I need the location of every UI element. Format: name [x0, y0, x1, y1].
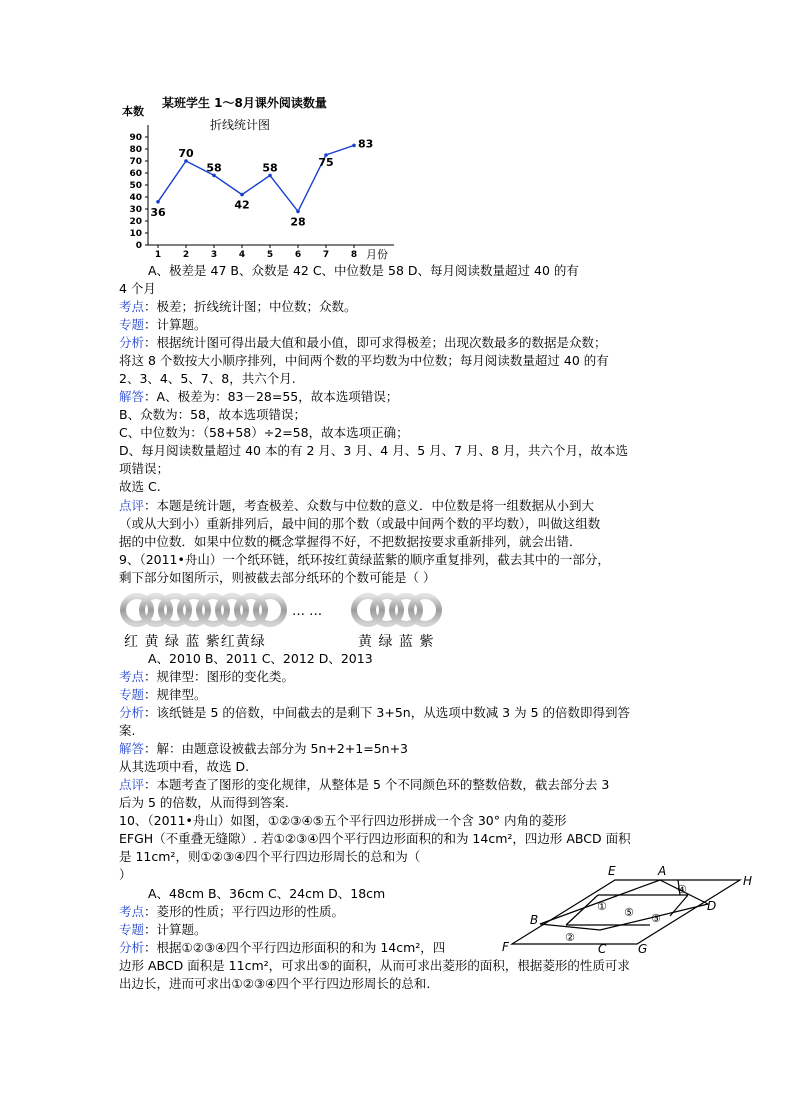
zhuanti-label: 专题 — [119, 687, 145, 702]
chain-ellipsis: … … — [292, 604, 323, 619]
data-label: 75 — [318, 156, 334, 169]
x-tick-label: 1 — [154, 250, 162, 260]
fenxi-label: 分析 — [119, 335, 145, 350]
q8-jieda-4: D、每月阅读数量超过 40 本的有 2 月、3 月、4 月、5 月、7 月、8 月，共六个月，故本选 — [119, 443, 629, 458]
dianping-text: ：本题是统计题，考查极差、众数与中位数的意义．中位数是将一组数据从小到大 — [144, 498, 595, 513]
label-F: F — [502, 940, 509, 954]
left-color-labels: 红 黄 绿 蓝 紫红黄绿 — [124, 634, 266, 648]
left-ring-group — [123, 596, 284, 624]
y-tick-label: 20 — [129, 217, 142, 227]
kaodian-text: ：极差；折线统计图；中位数；众数。 — [144, 299, 357, 314]
zhuanti-text: ：规律型。 — [144, 687, 207, 702]
q8-jieda-5: 项错误； — [119, 461, 170, 476]
label-G: G — [638, 942, 648, 956]
inner-line — [566, 895, 598, 925]
q10-zhuanti — [119, 922, 207, 938]
y-axis-label: 本数 — [122, 105, 144, 118]
chart-title: 某班学生 1～8月课外阅读数量 — [162, 96, 327, 110]
label-E: E — [608, 864, 616, 878]
data-point — [352, 144, 356, 148]
x-tick-label: 7 — [322, 250, 330, 260]
label-n2: ② — [565, 931, 575, 944]
paper-ring-chain — [118, 590, 458, 648]
data-point — [296, 210, 300, 214]
label-D: D — [707, 899, 717, 913]
rhombus-figure — [500, 858, 770, 958]
right-ring-group — [354, 596, 439, 624]
x-tick-label: 4 — [238, 250, 246, 260]
y-tick-label: 10 — [129, 229, 142, 239]
fenxi-text: ：根据统计图可得出最大值和最小值，即可求得极差；出现次数最多的数据是众数； — [144, 335, 607, 350]
y-tick-label: 60 — [129, 169, 142, 179]
data-label: 70 — [178, 147, 194, 160]
x-tick-label: 6 — [294, 250, 302, 260]
label-n3: ③ — [651, 912, 661, 925]
q10-fenxi-2: 边形 ABCD 面积是 11cm²，可求出⑤的面积，从而可求出菱形的面积，根据菱形的性质可求 — [119, 958, 630, 973]
data-label: 28 — [290, 215, 306, 229]
label-H: H — [743, 874, 753, 888]
q10-fenxi-1 — [119, 940, 445, 956]
kaodian-text: ：菱形的性质；平行四边形的性质。 — [144, 904, 345, 919]
data-label: 83 — [358, 137, 374, 151]
q9-stem-2: 剩下部分如图所示，则被截去部分纸环的个数可能是（ ） — [119, 570, 436, 585]
ring — [411, 596, 439, 624]
data-label: 58 — [206, 161, 222, 175]
q8-options: A、极差是 47 B、众数是 42 C、中位数是 58 D、每月阅读数量超过 40 的有 — [148, 263, 579, 278]
jieda-text: ：A、极差为：83－28=55，故本选项错误； — [144, 389, 399, 404]
q8-fenxi-1 — [119, 335, 607, 351]
q9-jieda-2: 从其选项中看，故选 D. — [119, 759, 250, 774]
q9-dianping-1 — [119, 777, 609, 793]
q10-stem-3: 是 11cm²，则①②③④四个平行四边形周长的总和为（ — [119, 849, 421, 864]
reading-line-chart — [110, 92, 400, 262]
data-label: 58 — [262, 161, 278, 175]
q9-options: A、2010 B、2011 C、2012 D、2013 — [148, 651, 373, 666]
q9-fenxi-2: 案. — [119, 723, 136, 738]
zhuanti-label: 专题 — [119, 317, 145, 332]
zhuanti-text: ：计算题。 — [144, 317, 207, 332]
q9-dianping-2: 后为 5 的倍数，从而得到答案. — [119, 795, 289, 810]
q10-kaodian — [119, 904, 344, 920]
data-point — [156, 200, 160, 204]
label-C: C — [598, 942, 607, 956]
q9-kaodian — [119, 669, 294, 685]
x-tick-label: 5 — [266, 250, 274, 260]
q8-jieda-3: C、中位数为：（58+58）÷2=58，故本选项正确； — [119, 425, 409, 440]
y-tick-label: 0 — [135, 241, 142, 251]
y-tick-label: 50 — [129, 181, 142, 191]
chart-subtitle: 折线统计图 — [210, 118, 271, 132]
y-tick-label: 70 — [129, 157, 142, 167]
data-label: 36 — [150, 205, 166, 219]
data-point — [240, 193, 244, 197]
kaodian-label: 考点 — [119, 669, 145, 684]
jieda-text: ：解：由题意设被截去部分为 5n+2+1=5n+3 — [144, 741, 408, 756]
q10-options: A、48cm B、36cm C、24cm D、18cm — [148, 886, 386, 901]
dianping-label: 点评 — [119, 777, 145, 792]
y-tick-label: 90 — [129, 133, 142, 143]
kaodian-label: 考点 — [119, 904, 145, 919]
jieda-label: 解答 — [119, 741, 145, 756]
x-axis-label: 月份 — [366, 248, 388, 261]
q8-jieda-6: 故选 C. — [119, 479, 161, 494]
fenxi-label: 分析 — [119, 940, 145, 955]
q8-zhuanti — [119, 317, 207, 333]
label-n4: ④ — [677, 883, 687, 896]
q9-fenxi-1 — [119, 705, 630, 721]
q8-options-cont: 4 个月 — [119, 281, 156, 296]
y-tick-label: 40 — [129, 193, 142, 203]
q8-jieda-1 — [119, 389, 398, 405]
label-B: B — [530, 913, 539, 927]
q9-jieda-1 — [119, 741, 408, 757]
dianping-label: 点评 — [119, 498, 145, 513]
q8-fenxi-3: 2、3、4、5、7、8，共六个月. — [119, 371, 296, 386]
q10-fenxi-3: 出边长，进而可求出①②③④四个平行四边形周长的总和. — [119, 976, 431, 991]
q8-dianping-1 — [119, 498, 594, 514]
zhuanti-label: 专题 — [119, 922, 145, 937]
x-tick-label: 3 — [210, 250, 218, 260]
inner-line — [670, 895, 688, 916]
fenxi-text: ：根据①②③④四个平行四边形面积的和为 14cm²，四 — [144, 940, 446, 955]
q8-jieda-2: B、众数为：58，故本选项错误； — [119, 407, 306, 422]
label-A: A — [658, 864, 667, 878]
fenxi-text: ：该纸链是 5 的倍数，中间截去的是剩下 3+5n，从选项中数减 3 为 5 的倍数即得到答 — [144, 705, 630, 720]
jieda-label: 解答 — [119, 389, 145, 404]
q8-kaodian — [119, 299, 357, 315]
ring — [256, 596, 284, 624]
label-n1: ① — [597, 900, 607, 913]
right-color-labels: 黄 绿 蓝 紫 — [358, 634, 435, 648]
q10-stem-2: EFGH（不重叠无缝隙）. 若①②③④四个平行四边形面积的和为 14cm²，四边形 ABCD 面积 — [119, 831, 631, 846]
x-tick-label: 8 — [350, 250, 358, 260]
kaodian-label: 考点 — [119, 299, 145, 314]
fenxi-label: 分析 — [119, 705, 145, 720]
y-tick-label: 80 — [129, 145, 142, 155]
q9-stem-1: 9、（2011•舟山）一个纸环链，纸环按红黄绿蓝紫的顺序重复排列，截去其中的一部分， — [119, 552, 610, 567]
q9-zhuanti — [119, 687, 207, 703]
q10-stem-4: ） — [119, 867, 132, 882]
x-tick-label: 2 — [182, 250, 190, 260]
label-n5: ⑤ — [624, 906, 634, 919]
q8-dianping-2: （或从大到小）重新排列后，最中间的那个数（或最中间两个数的平均数），叫做这组数 — [119, 516, 601, 531]
data-label: 42 — [234, 198, 250, 212]
q8-fenxi-2: 将这 8 个数按大小顺序排列，中间两个数的平均数为中位数；每月阅读数量超过 40 的有 — [119, 353, 609, 368]
q8-dianping-3: 据的中位数．如果中位数的概念掌握得不好，不把数据按要求重新排列，就会出错． — [119, 534, 582, 549]
zhuanti-text: ：计算题。 — [144, 922, 207, 937]
dianping-text: ：本题考查了图形的变化规律，从整体是 5 个不同颜色环的整数倍数，截去部分去 3 — [144, 777, 610, 792]
kaodian-text: ：规律型：图形的变化类。 — [144, 669, 295, 684]
y-tick-label: 30 — [129, 205, 142, 215]
q10-stem-1: 10、（2011•舟山）如图，①②③④⑤五个平行四边形拼成一个含 30° 内角的菱形 — [119, 813, 567, 828]
